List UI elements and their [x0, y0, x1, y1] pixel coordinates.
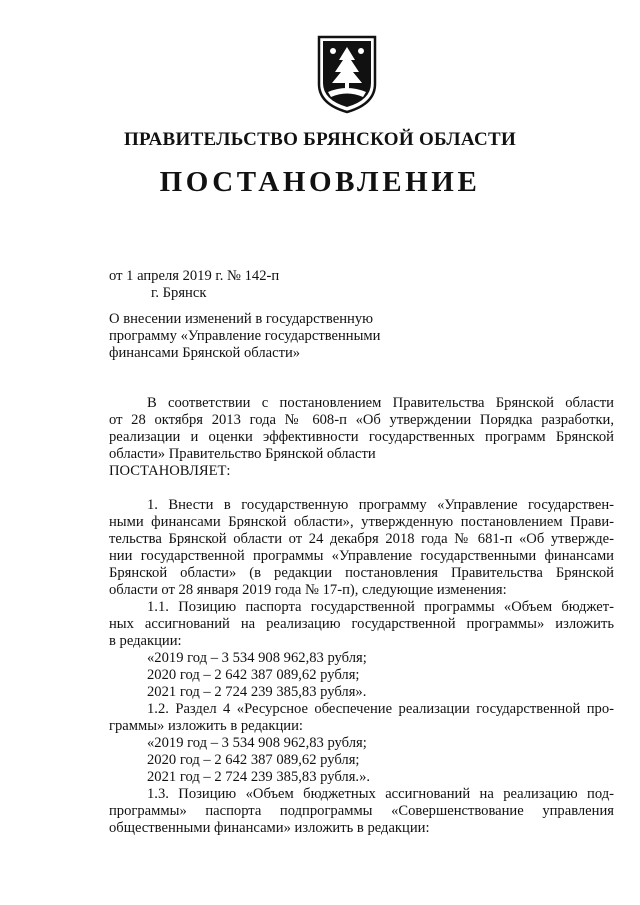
subject-line: О внесении изменений в государственную [109, 311, 374, 327]
item-1-line: тельства Брянской области от 24 декабря 2018 года № 681-п «Об утвержде- [109, 531, 614, 547]
amount-line: «2019 год – 3 534 908 962,83 рубля; [147, 650, 367, 666]
date-number: от 1 апреля 2019 г. № 142-п [109, 268, 280, 284]
amount-line: «2019 год – 3 534 908 962,83 рубля; [147, 735, 367, 751]
amount-line: 2020 год – 2 642 387 089,62 рубля; [147, 752, 360, 768]
preamble-line: В соответствии с постановлением Правительства Брянской области [147, 395, 614, 411]
item-1-2-line: 1.2. Раздел 4 «Ресурсное обеспечение реализации государственной про- [147, 701, 614, 717]
amount-line: 2020 год – 2 642 387 089,62 рубля; [147, 667, 360, 683]
resolves-heading: ПОСТАНОВЛЯЕТ: [109, 463, 231, 479]
amount-line: 2021 год – 2 724 239 385,83 рубля». [147, 684, 367, 700]
coat-of-arms-icon [316, 34, 378, 114]
item-1-line: 1. Внести в государственную программу «Управление государствен- [147, 497, 614, 513]
subject-line: финансами Брянской области» [109, 345, 301, 361]
item-1-2-line: граммы» изложить в редакции: [109, 718, 303, 734]
item-1-1-line: 1.1. Позицию паспорта государственной программы «Объем бюджет- [147, 599, 614, 615]
city: г. Брянск [151, 285, 207, 301]
subject-line: программу «Управление государственными [109, 328, 381, 344]
preamble-line: от 28 октября 2013 года № 608-п «Об утверждении Порядка разработки, [109, 412, 614, 428]
item-1-3-line: 1.3. Позицию «Объем бюджетных ассигнований на реализацию под- [147, 786, 614, 802]
item-1-line: области от 28 января 2019 года № 17-п), следующие изменения: [109, 582, 507, 598]
item-1-line: ными финансами Брянской области», утвержденную постановлением Прави- [109, 514, 614, 530]
item-1-1-line: ных ассигнований на реализацию государственной программы» изложить [109, 616, 614, 632]
preamble-line: реализации и оценки эффективности государственных программ Брянской [109, 429, 614, 445]
item-1-3-line: программы» паспорта подпрограммы «Совершенствование управления [109, 803, 614, 819]
item-1-1-line: в редакции: [109, 633, 182, 649]
document-type: ПОСТАНОВЛЕНИЕ [159, 166, 481, 198]
amount-line: 2021 год – 2 724 239 385,83 рубля.». [147, 769, 371, 785]
item-1-3-line: общественными финансами» изложить в редакции: [109, 820, 430, 836]
preamble-line: области» Правительство Брянской области [109, 446, 376, 462]
item-1-line: нии государственной программы «Управление государственными финансами [109, 548, 614, 564]
item-1-line: Брянской области» (в редакции постановления Правительства Брянской [109, 565, 614, 581]
government-name: ПРАВИТЕЛЬСТВО БРЯНСКОЙ ОБЛАСТИ [123, 129, 517, 150]
